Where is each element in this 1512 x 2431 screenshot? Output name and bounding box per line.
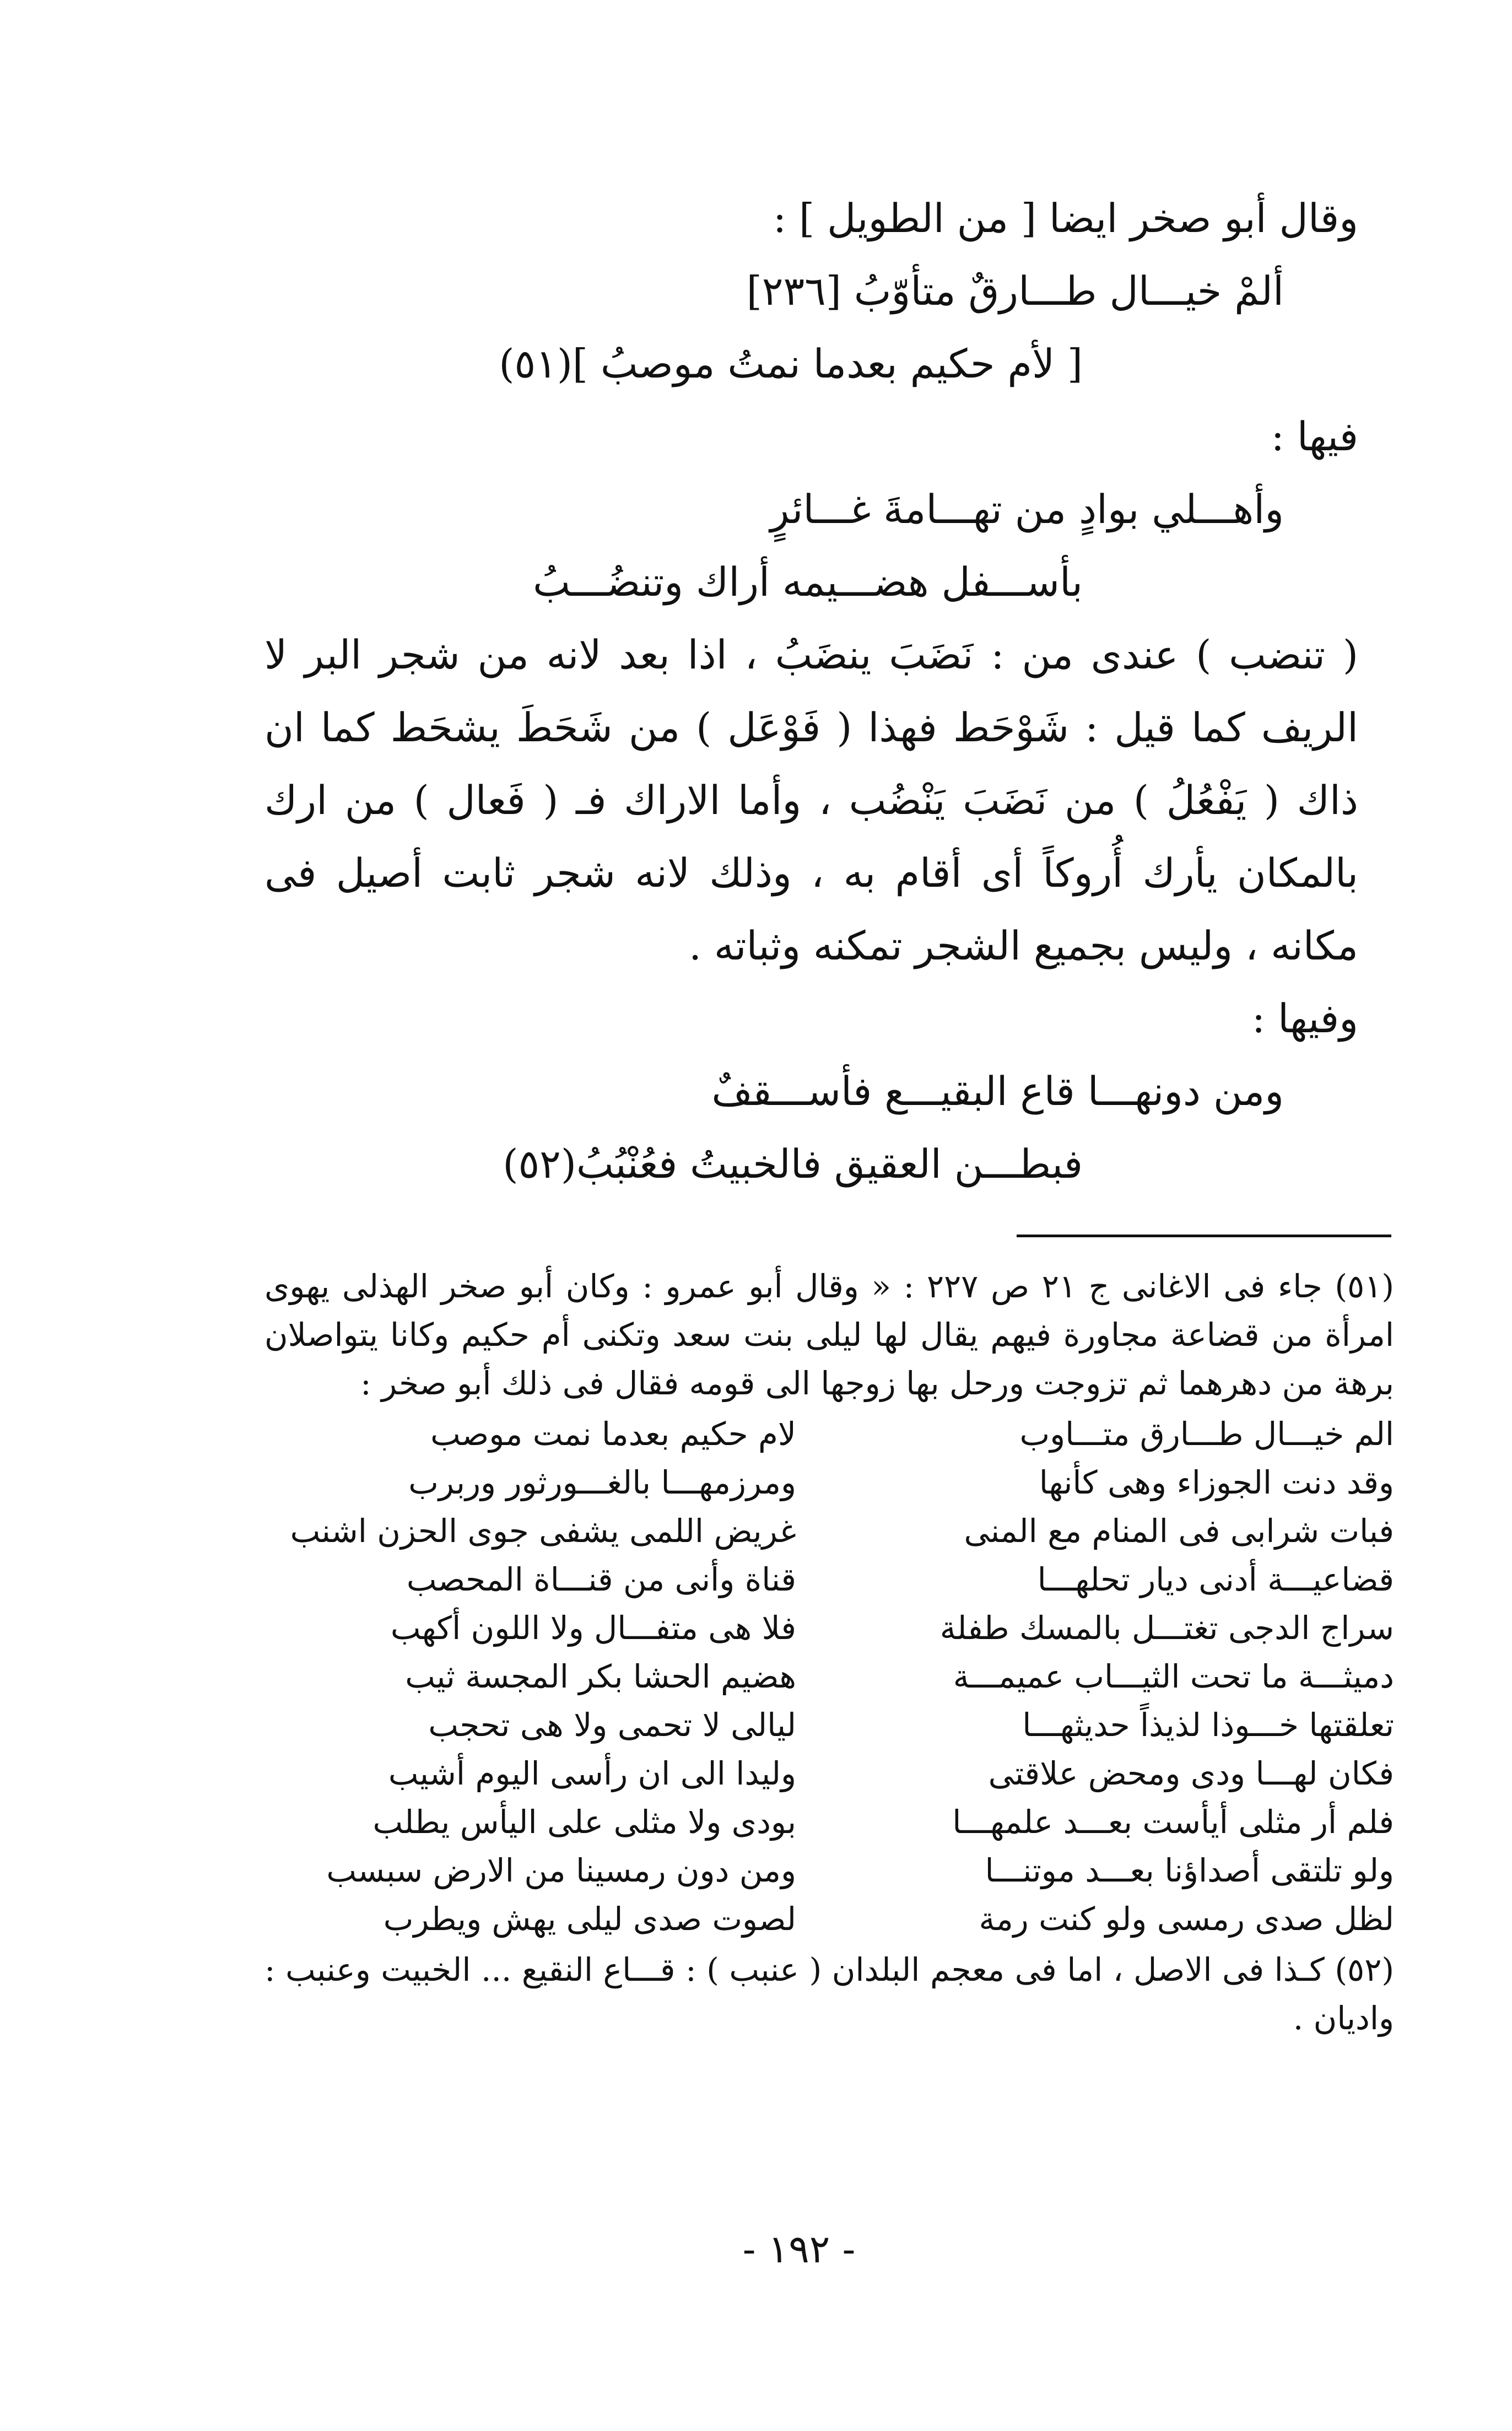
section-label: وفيها : <box>1251 995 1358 1042</box>
poem-hemistich-right: سراج الدجى تغتـــل بالمسك طفلة <box>939 1609 1394 1647</box>
poem-hemistich-left: لصوت صدى ليلى يهش ويطرب <box>383 1900 796 1938</box>
main-text <box>264 182 1358 1200</box>
footnote-52: (٥٢) كـذا فى الاصل ، اما فى معجم البلدان ( عنبب ) : قـــاع النقيع ... الخبيت وعنبب : واديان . <box>264 1951 1394 2037</box>
poem-hemistich-right: دميثـــة ما تحت الثيـــاب عميمـــة <box>953 1658 1394 1695</box>
poem-hemistich-right: ولو تلتقى أصداؤنا بعـــد موتنـــا <box>985 1852 1394 1889</box>
poem-hemistich-left: بودى ولا مثلى على اليأس يطلب <box>372 1803 796 1841</box>
poem-hemistich-left: ومرزمهـــا بالغـــورثور وربرب <box>408 1464 796 1501</box>
poem-hemistich-right: وقد دنت الجوزاء وهى كأنها <box>1039 1464 1394 1501</box>
poem-hemistich-right: الم خيـــال طـــارق متـــاوب <box>1019 1415 1394 1453</box>
page-number: - ١٩٢ - <box>742 2227 856 2272</box>
poem-hemistich-right: فكان لهـــا ودى ومحض علاقتى <box>988 1755 1394 1792</box>
verse-hemistich: ألمْ خيـــال طـــارقٌ متأوّبُ [٢٣٦] <box>746 268 1284 314</box>
poem-hemistich-left: فلا هى متفـــال ولا اللون أكهب <box>390 1609 796 1647</box>
poem-hemistich-left: قناة وأنى من قنـــاة المحصب <box>406 1561 796 1598</box>
poem-hemistich-right: لظل صدى رمسى ولو كنت رمة <box>979 1900 1394 1938</box>
poem-hemistich-right: تعلقتها خـــوذا لذيذاً حديثهـــا <box>1022 1706 1394 1744</box>
poem-hemistich-left: وليدا الى ان رأسى اليوم أشيب <box>388 1755 796 1792</box>
verse-hemistich: ومن دونهـــا قاع البقيـــع فأســـقفٌ <box>711 1068 1284 1114</box>
verse-hemistich: وأهـــلي بوادٍ من تهـــامةَ غـــائرٍ <box>770 486 1284 532</box>
verse-hemistich: فبطـــن العقيق فالخبيتُ فعُنْبُبُ(٥٢) <box>503 1141 1083 1187</box>
poem-hemistich-right: فلم أر مثلى أيأست بعـــد علمهـــا <box>952 1803 1394 1841</box>
poem-hemistich-left: ليالى لا تحمى ولا هى تحجب <box>428 1706 796 1744</box>
footnote-divider <box>1017 1235 1391 1237</box>
footnote-poem <box>264 1410 1394 1943</box>
footnote-51: (٥١) جاء فى الاغانى ج ٢١ ص ٢٢٧ : « وقال أبو عمرو : وكان أبو صخر الهذلى يهوى امرأة من قضاعة مجاورة فيهم يقال لها ليلى بنت سعد وتكنى أم حكيم وكانا يتواصلان برهة من دهرهما ثم تزوجت ورحل بها زوجها الى قومه فقال فى ذلك أبو صخر : <box>264 1268 1394 1402</box>
poem-hemistich-left: ومن دون رمسينا من الارض سبسب <box>326 1852 796 1889</box>
footnotes <box>264 1262 1394 2042</box>
verse-hemistich: [ لأم حكيم بعدما نمتُ موصبُ ](٥١) <box>499 341 1083 387</box>
poem-hemistich-left: غريض اللمى يشفى جوى الحزن اشنب <box>290 1512 796 1550</box>
poem-hemistich-right: فبات شرابى فى المنام مع المنى <box>964 1512 1394 1550</box>
verse-hemistich: بأســـفل هضـــيمه أراك وتنضُـــبُ <box>533 559 1083 605</box>
section-label: فيها : <box>1271 413 1358 460</box>
poem-hemistich-left: لام حكيم بعدما نمت موصب <box>430 1415 796 1453</box>
commentary-paragraph: ( تنضب ) عندى من : نَضَبَ ينضَبُ ، اذا بعد لانه من شجر البر لا الريف كما قيل : شَوْحَط فهذا ( فَوْعَل ) من شَحَطَ يشحَط كما ان ذاك ( يَفْعُلُ ) من نَضَبَ يَنْضُب ، وأما الاراك فـ ( فَعال ) من ارك بالمكان يأرك أُروكاً أى أقام به ، وذلك لانه شجر ثابت أصيل فى مكانه ، وليس بجميع الشجر تمكنه وثباته . <box>264 632 1358 969</box>
poem-hemistich-left: هضيم الحشا بكر المجسة ثيب <box>405 1658 796 1695</box>
poem-hemistich-right: قضاعيـــة أدنى ديار تحلهـــا <box>1037 1561 1394 1598</box>
intro-line: وقال أبو صخر ايضا [ من الطويل ] : <box>773 195 1358 241</box>
